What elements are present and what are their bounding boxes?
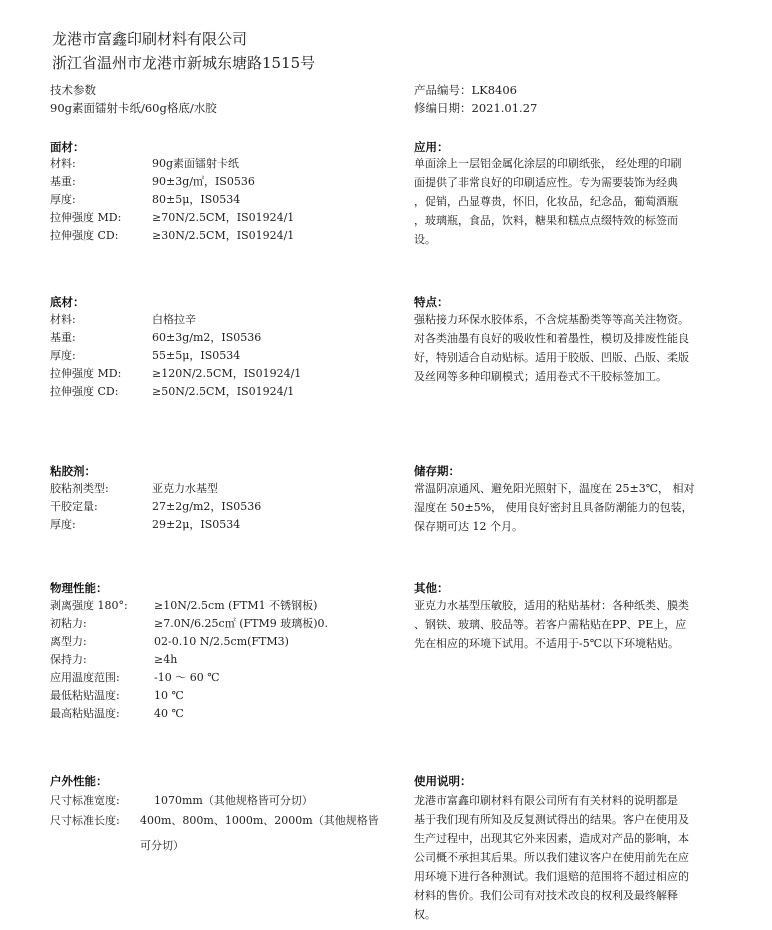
spec-label: 保持力: xyxy=(50,653,87,666)
other-title: 其他： xyxy=(414,581,449,595)
spec-value: 80±5μ，IS0534 xyxy=(152,193,241,206)
company-address: 浙江省温州市龙港市新城东塘路1515号 xyxy=(52,54,316,72)
spec-value: ≥4h xyxy=(154,653,178,666)
application-line: ，促销，凸显尊贵，怀旧，化妆品，纪念品，葡萄酒瓶 xyxy=(414,195,678,208)
spec-value: 90±3g/㎡，IS0536 xyxy=(152,175,255,188)
spec-label: 应用温度范围: xyxy=(50,671,120,684)
spec-label: 拉伸强度 MD: xyxy=(50,211,122,224)
product-code: 产品编号：LK8406 xyxy=(414,83,517,97)
spec-label: 离型力: xyxy=(50,635,87,648)
tech-params-label: 技术参数 xyxy=(50,83,96,97)
outdoor-title: 户外性能： xyxy=(50,774,108,788)
application-title: 应用： xyxy=(414,140,449,154)
storage-line: 保存期可达 12 个月。 xyxy=(414,520,523,533)
spec-value: 1070mm（其他规格皆可分切） xyxy=(154,794,313,807)
spec-label: 材料: xyxy=(50,313,76,326)
spec-value: ≥10N/2.5cm (FTM1 不锈钢板) xyxy=(154,599,318,612)
features-line: 对各类油墨有良好的吸收性和着墨性，模切及排废性能良 xyxy=(414,332,689,345)
spec-label: 厚度: xyxy=(50,518,76,531)
other-line: 先在相应的环境下试用。不适用于-5℃以下环境粘贴。 xyxy=(414,637,680,650)
application-line: 面提供了非常良好的印刷适应性。专为需要装饰为经典 xyxy=(414,176,678,189)
spec-label: 剥离强度 180°: xyxy=(50,599,128,612)
spec-value: 10 ℃ xyxy=(154,689,184,702)
features-line: 及丝网等多种印刷模式；适用卷式不干胶标签加工。 xyxy=(414,370,667,383)
revision-date: 修编日期：2021.01.27 xyxy=(414,101,538,115)
spec-value: 40 ℃ xyxy=(154,707,184,720)
spec-label: 胶粘剂类型: xyxy=(50,482,109,495)
spec-label: 初粘力: xyxy=(50,617,87,630)
company-name: 龙港市富鑫印刷材料有限公司 xyxy=(52,30,248,48)
face-material-title: 面材： xyxy=(50,140,85,154)
features-title: 特点： xyxy=(414,295,449,309)
spec-value: ≥70N/2.5CM，IS01924/1 xyxy=(152,211,295,224)
spec-value: 亚克力水基型 xyxy=(152,482,218,495)
features-line: 好，特别适合自动贴标。适用于胶版、凹版、凸版、柔版 xyxy=(414,351,689,364)
spec-value: ≥7.0N/6.25c㎡ (FTM9 玻璃板)0. xyxy=(154,617,328,630)
spec-value: 白格拉辛 xyxy=(152,313,196,326)
usage-line: 用环境下进行各种测试。我们退赔的范围将不超过相应的 xyxy=(414,870,689,883)
spec-label: 拉伸强度 CD: xyxy=(50,385,119,398)
spec-value: 29±2μ，IS0534 xyxy=(152,518,241,531)
application-line: ，玻璃瓶，食品，饮料，糖果和糕点点缀特效的标签而 xyxy=(414,214,678,227)
spec-label: 基重: xyxy=(50,331,76,344)
spec-value: ≥120N/2.5CM，IS01924/1 xyxy=(152,367,302,380)
features-line: 强粘接力环保水胶体系，不含烷基酚类等等高关注物资。 xyxy=(414,313,689,326)
spec-value: 27±2g/m2，IS0536 xyxy=(152,500,262,513)
other-line: 亚克力水基型压敏胶，适用的粘贴基材：各种纸类、膜类 xyxy=(414,599,689,612)
application-line: 设。 xyxy=(414,233,436,246)
storage-title: 储存期： xyxy=(414,464,460,478)
physical-title: 物理性能： xyxy=(50,581,108,595)
spec-value: 90g素面镭射卡纸 xyxy=(152,157,240,170)
spec-value: ≥50N/2.5CM，IS01924/1 xyxy=(152,385,295,398)
usage-line: 龙港市富鑫印刷材料有限公司所有有关材料的说明都是 xyxy=(414,794,678,807)
spec-value: 60±3g/m2，IS0536 xyxy=(152,331,262,344)
application-line: 单面涂上一层铝金属化涂层的印刷纸张， 经处理的印刷 xyxy=(414,157,682,170)
other-line: 、钢铁、玻璃、胶品等。若客户需粘贴在PP、PE上，应 xyxy=(414,618,687,631)
storage-line: 常温阴凉通风、避免阳光照射下，温度在 25±3℃， 相对 xyxy=(414,482,695,495)
spec-label: 基重: xyxy=(50,175,76,188)
usage-line: 公司概不承担其后果。所以我们建议客户在使用前先在应 xyxy=(414,851,689,864)
usage-line: 基于我们现有所知及反复测试得出的结果。客户在使用及 xyxy=(414,813,689,826)
spec-value: ≥30N/2.5CM，IS01924/1 xyxy=(152,229,295,242)
spec-value: 02-0.10 N/2.5cm(FTM3) xyxy=(154,635,289,648)
spec-label: 厚度: xyxy=(50,349,76,362)
spec-label: 最高粘贴温度: xyxy=(50,707,120,720)
spec-value: 400m、800m、1000m、2000m（其他规格皆 xyxy=(140,814,379,827)
spec-label: 拉伸强度 CD: xyxy=(50,229,119,242)
storage-line: 湿度在 50±5%， 使用良好密封且具备防潮能力的包装， xyxy=(414,501,693,514)
spec-label: 尺寸标准宽度: xyxy=(50,794,120,807)
usage-line: 权。 xyxy=(414,908,436,921)
base-material-title: 底材： xyxy=(50,295,85,309)
usage-line: 材料的售价。我们公司有对技术改良的权利及最终解释 xyxy=(414,889,678,902)
spec-value: 55±5μ，IS0534 xyxy=(152,349,241,362)
product-description: 90g素面镭射卡纸/60g格底/水胶 xyxy=(50,101,217,115)
usage-title: 使用说明： xyxy=(414,774,472,788)
spec-label: 干胶定量: xyxy=(50,500,98,513)
spec-label: 材料: xyxy=(50,157,76,170)
adhesive-title: 粘胶剂： xyxy=(50,464,96,478)
spec-label: 厚度: xyxy=(50,193,76,206)
usage-line: 生产过程中，出现其它外来因素，造成对产品的影响，本 xyxy=(414,832,689,845)
spec-label: 最低粘贴温度: xyxy=(50,689,120,702)
spec-label: 拉伸强度 MD: xyxy=(50,367,122,380)
outdoor-continuation: 可分切） xyxy=(140,839,184,852)
spec-label: 尺寸标准长度: xyxy=(50,814,120,827)
spec-value: -10 ～ 60 ℃ xyxy=(154,671,220,684)
